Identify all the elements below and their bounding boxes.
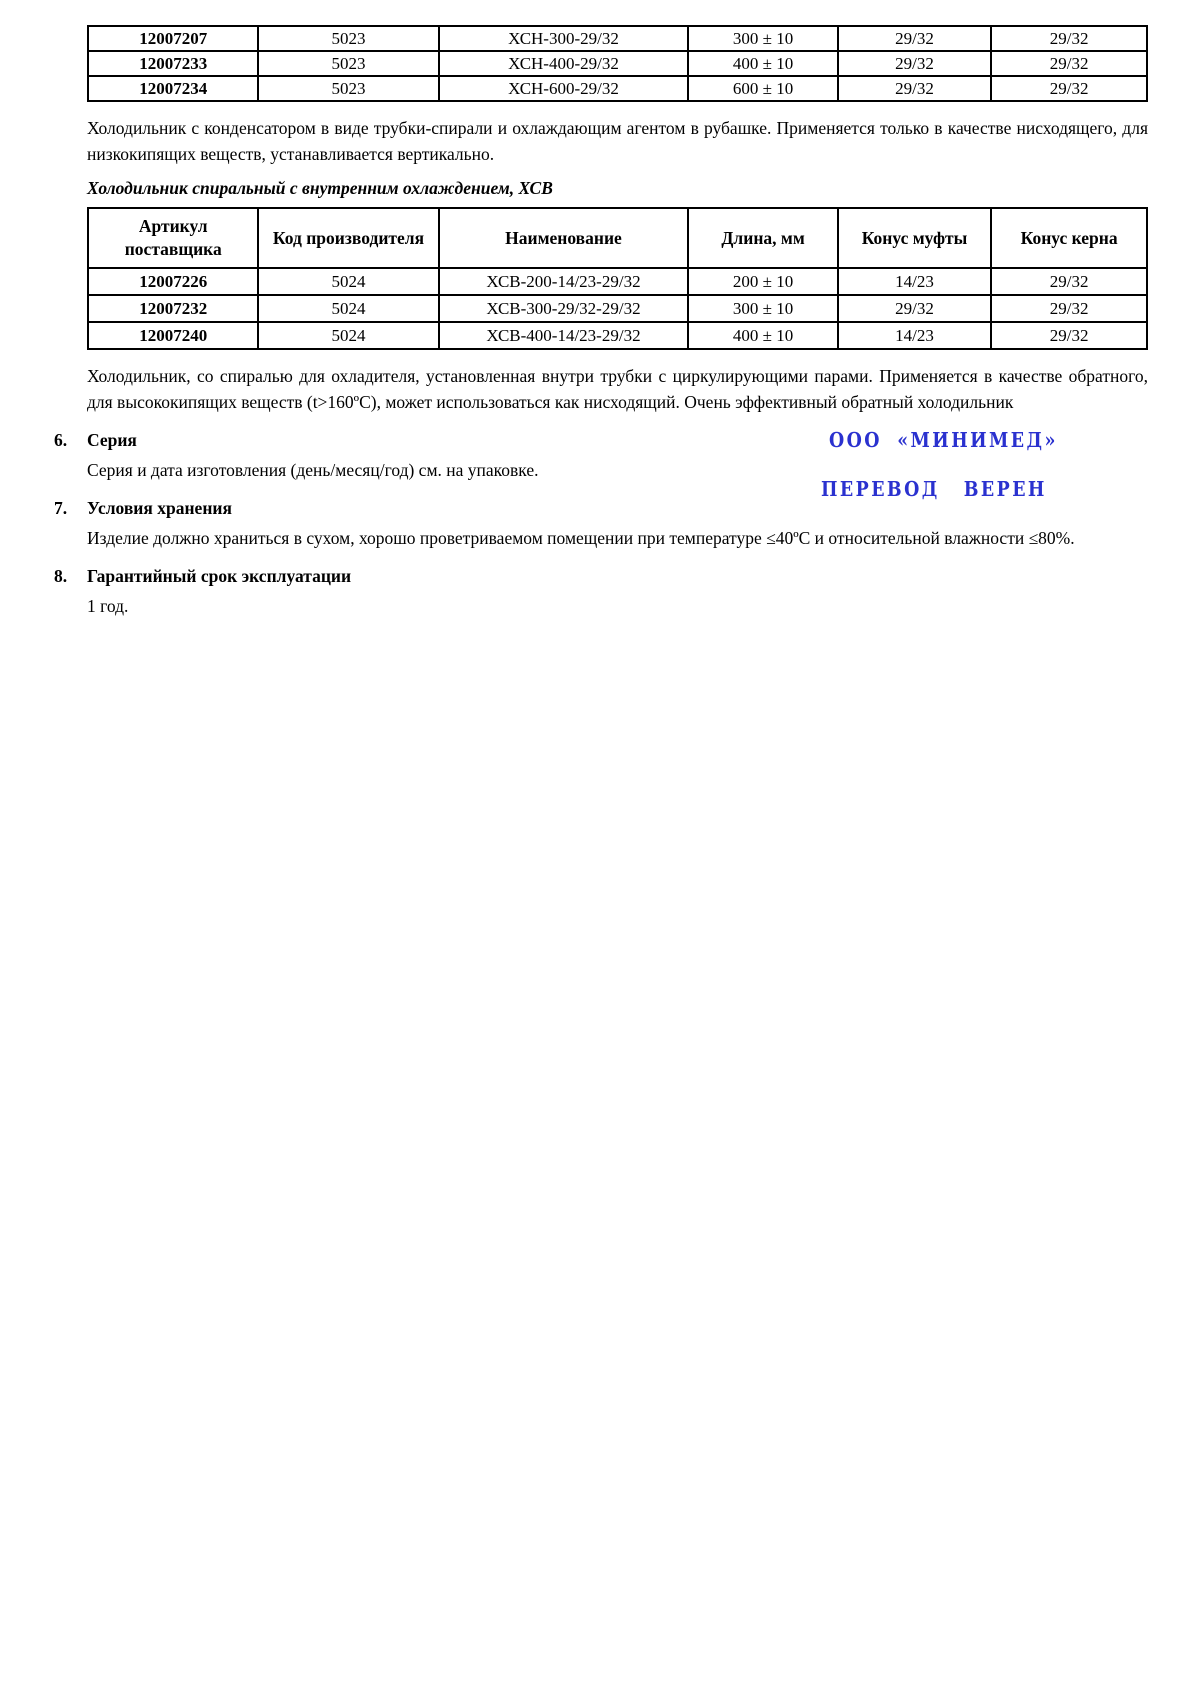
stamp-company-name: ООО «МИНИМЕД»	[829, 429, 1058, 453]
table-cell: ХСН-300-29/32	[439, 26, 689, 51]
table-cell: 29/32	[838, 76, 992, 101]
table-cell: 29/32	[991, 76, 1147, 101]
table-cell: ХСВ-300-29/32-29/32	[439, 295, 689, 322]
table-row	[88, 322, 1147, 349]
table-cell: 29/32	[991, 268, 1147, 295]
table-row	[88, 295, 1147, 322]
table-cell: 600 ± 10	[688, 76, 837, 101]
table-cell: 12007207	[88, 26, 258, 51]
table-cell: ХСН-400-29/32	[439, 51, 689, 76]
table-cell: 5023	[258, 76, 438, 101]
table-row	[88, 51, 1147, 76]
table-cell: 5024	[258, 295, 438, 322]
table-row	[88, 268, 1147, 295]
section-usloviya-khraneniya	[54, 495, 1148, 551]
section-body: Серия и дата изготовления (день/месяц/год) см. на упаковке.	[87, 460, 539, 480]
table-header-cell: Артикул поставщика	[88, 208, 258, 268]
table-cell: 5024	[258, 322, 438, 349]
section-title: Серия	[87, 430, 137, 450]
table-cell: 29/32	[838, 51, 992, 76]
table-header-cell: Конус керна	[991, 208, 1147, 268]
table-cell: 12007234	[88, 76, 258, 101]
table-row	[88, 76, 1147, 101]
table-cell: 400 ± 10	[688, 51, 837, 76]
table-cell: 400 ± 10	[688, 322, 837, 349]
table-cell: 29/32	[991, 51, 1147, 76]
table-cell: ХСВ-200-14/23-29/32	[439, 268, 689, 295]
table-cell: 29/32	[838, 295, 992, 322]
section-number: 6.	[54, 430, 68, 450]
table-cell: 29/32	[991, 26, 1147, 51]
table-header-row	[88, 208, 1147, 268]
table-cell: ХСН-600-29/32	[439, 76, 689, 101]
section-number: 8.	[54, 566, 68, 586]
section-number: 7.	[54, 498, 68, 518]
table-cell: 300 ± 10	[688, 26, 837, 51]
section-title: Гарантийный срок эксплуатации	[87, 566, 352, 586]
section-body: Изделие должно храниться в сухом, хорошо проветриваемом помещении при температуре ≤40ºС и относительной влажности ≤80%.	[87, 528, 1075, 548]
table-cell: 14/23	[838, 268, 992, 295]
table-cell: 29/32	[991, 295, 1147, 322]
table-cell: 12007233	[88, 51, 258, 76]
table-cell: 12007226	[88, 268, 258, 295]
table-cell: 29/32	[991, 322, 1147, 349]
table-cell: 200 ± 10	[688, 268, 837, 295]
table-cell: 12007240	[88, 322, 258, 349]
section-garantiyny-srok	[54, 563, 1148, 619]
section-heading	[54, 563, 1148, 589]
paragraph-xcb-description: Холодильник, со спиралью для охладителя, установленная внутри трубки с циркулирующими парами. Применяется в качестве обратного, для высококипящих веществ (t>160ºС), может использоваться как нисходящий. Очень эффективный обратный холодильник	[87, 366, 1148, 412]
table-header-cell: Длина, мм	[688, 208, 837, 268]
table-row	[88, 26, 1147, 51]
table-cell: 300 ± 10	[688, 295, 837, 322]
table-header-cell: Код производителя	[258, 208, 438, 268]
paragraph-xcn-description: Холодильник с конденсатором в виде трубки-спирали и охлаждающим агентом в рубашке. Применяется только в качестве нисходящего, для низкокипящих веществ, устанавливается вертикально.	[87, 118, 1148, 164]
section-title: Условия хранения	[87, 498, 232, 518]
table-header-cell: Конус муфты	[838, 208, 992, 268]
table-xcn-continued	[87, 25, 1148, 102]
section-body: 1 год.	[87, 596, 129, 616]
table-cell: ХСВ-400-14/23-29/32	[439, 322, 689, 349]
table-header-cell: Наименование	[439, 208, 689, 268]
table-cell: 14/23	[838, 322, 992, 349]
heading-xcb: Холодильник спиральный с внутренним охлаждением, ХСВ	[87, 178, 553, 198]
table-cell: 5023	[258, 51, 438, 76]
table-xcb	[87, 207, 1148, 350]
table-cell: 5024	[258, 268, 438, 295]
table-cell: 5023	[258, 26, 438, 51]
stamp-translation-certified: ПЕРЕВОД ВЕРЕН	[821, 478, 1047, 502]
table-cell: 29/32	[838, 26, 992, 51]
table-cell: 12007232	[88, 295, 258, 322]
